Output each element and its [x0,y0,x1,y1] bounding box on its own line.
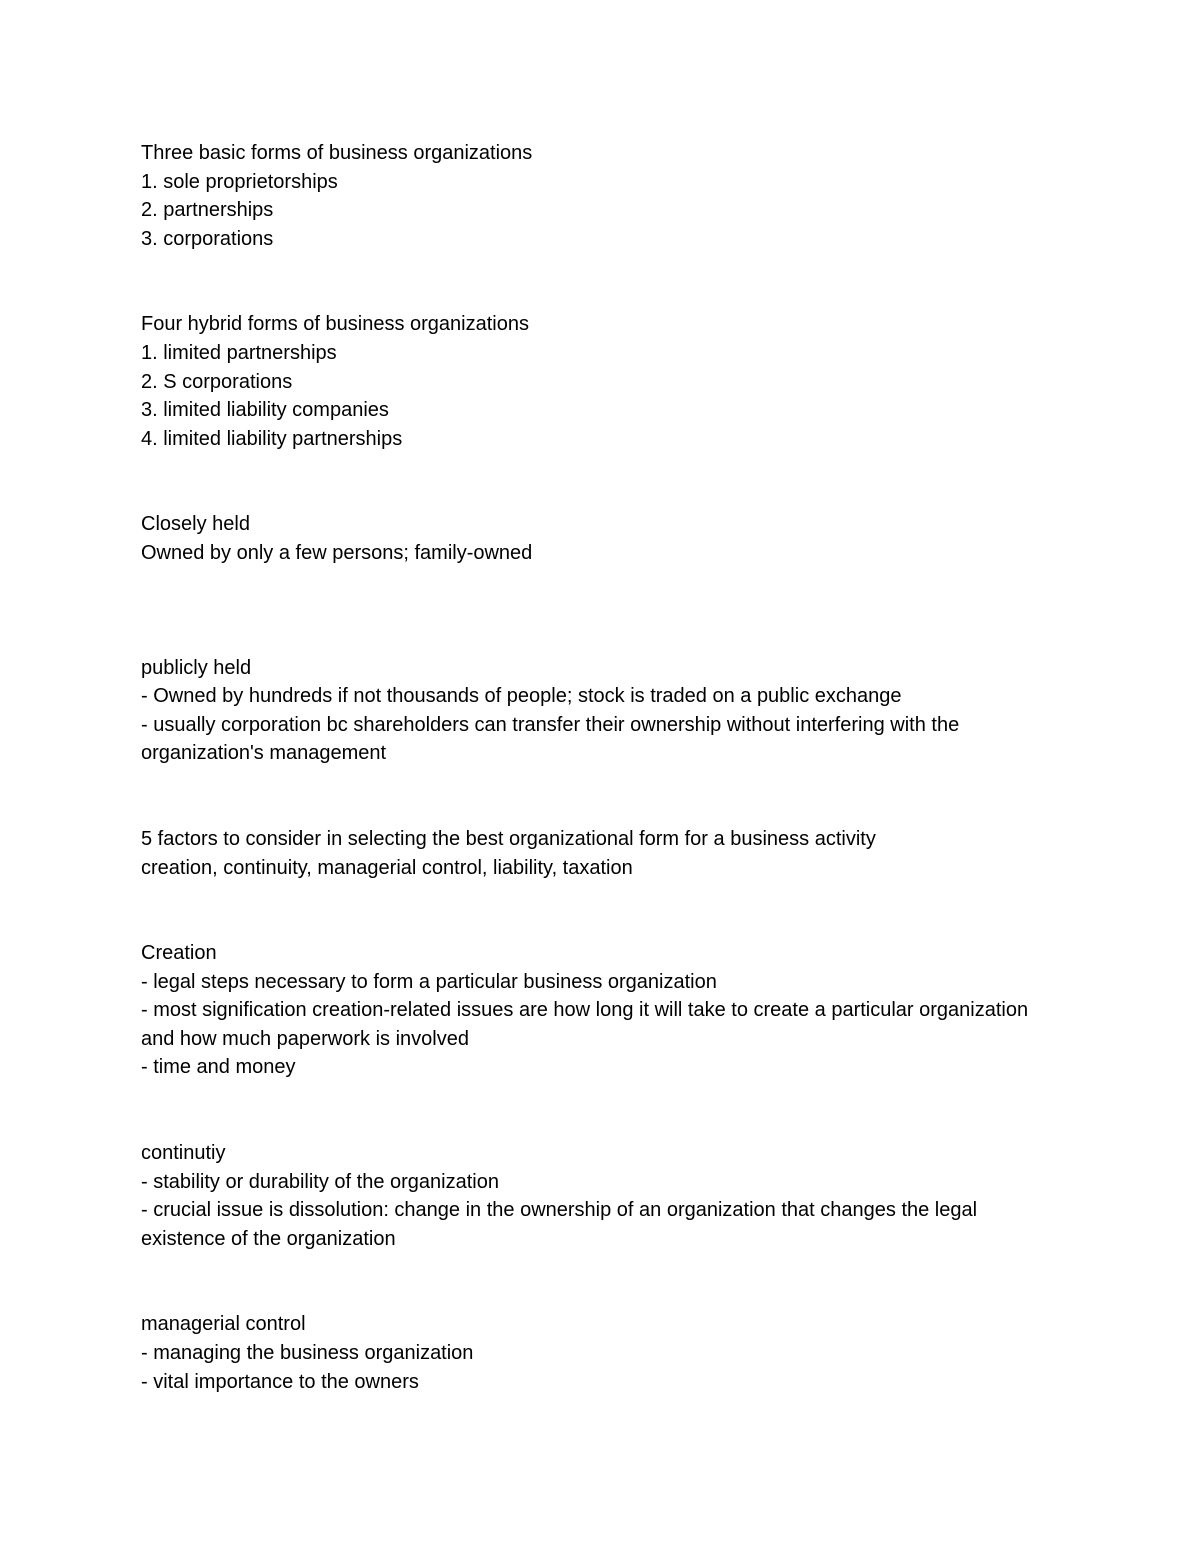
bullet-line: - stability or durability of the organization [141,1170,499,1193]
bullet-line: - vital importance to the owners [141,1370,419,1393]
list-item: 4. limited liability partnerships [141,427,403,450]
section-five-factors [141,825,1061,882]
section-heading: Creation [141,942,217,965]
list-item: 1. sole proprietorships [141,170,338,193]
section-managerial-control [141,1310,1061,1396]
section-continuity [141,1139,1061,1253]
list-item: 3. limited liability companies [141,399,389,422]
bullet-line: - Owned by hundreds if not thousands of people; stock is traded on a public exchange [141,685,902,708]
section-heading: Four hybrid forms of business organizations [141,313,529,336]
section-heading: Three basic forms of business organizations [141,142,533,164]
list-item: 2. S corporations [141,370,293,393]
definition-line: creation, continuity, managerial control, liability, taxation [141,856,633,879]
section-heading: continutiy [141,1142,226,1165]
bullet-line: - legal steps necessary to form a particular business organization [141,970,717,993]
bullet-line: - time and money [141,1056,296,1079]
document-body [141,139,1061,1396]
bullet-line: - crucial issue is dissolution: change in the ownership of an organization that changes the legal existence of the organization [141,1199,983,1250]
list-item: 2. partnerships [141,199,274,222]
section-publicly-held [141,654,1061,768]
list-item: 3. corporations [141,227,274,250]
section-heading: managerial control [141,1313,306,1336]
section-hybrid-forms [141,310,1061,453]
list-item: 1. limited partnerships [141,341,337,364]
section-creation [141,939,1061,1082]
bullet-line: - managing the business organization [141,1342,474,1365]
section-heading: Closely held [141,513,250,536]
definition-line: Owned by only a few persons; family-owned [141,541,533,564]
bullet-line: - usually corporation bc shareholders can transfer their ownership without interfering with the organization's management [141,713,965,765]
bullet-line: - most signification creation-related issues are how long it will take to create a particular organization and how much paperwork is involved [141,999,1034,1050]
section-heading: publicly held [141,656,252,679]
section-basic-forms [141,139,1061,253]
section-heading: 5 factors to consider in selecting the best organizational form for a business activity [141,827,876,850]
section-closely-held [141,510,1061,567]
